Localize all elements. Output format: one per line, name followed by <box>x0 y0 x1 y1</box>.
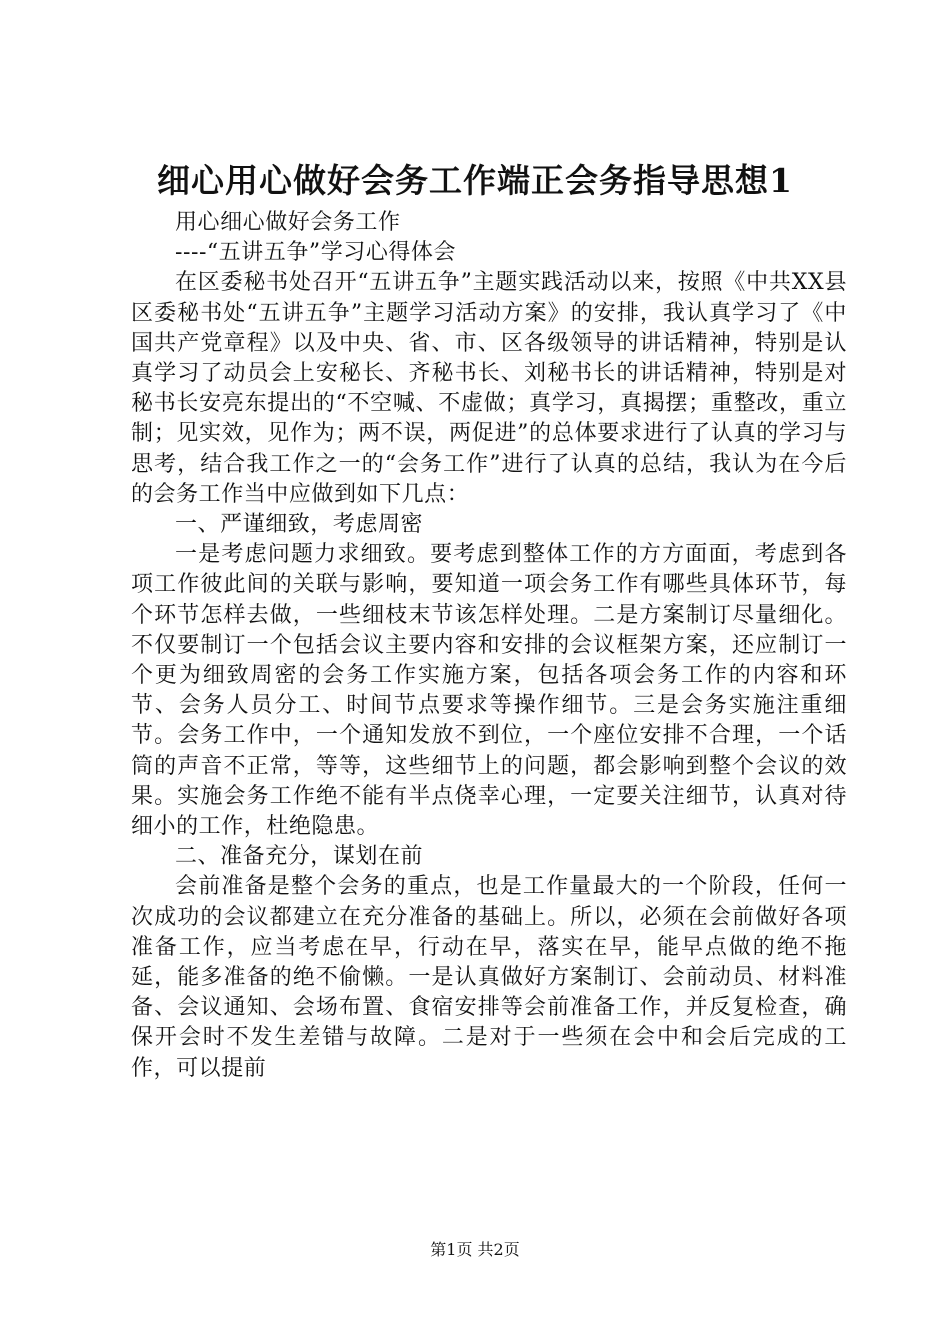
body-paragraph-section-1: 一是考虑问题力求细致。要考虑到整体工作的方方面面，考虑到各项工作彼此间的关联与影响，要知道一项会务工作有哪些具体环节，每个环节怎样去做，一些细枝末节该怎样处理。二是方案制订尽量细化。不仅要制订一个包括会议主要内容和安排的会议框架方案，还应制订一个更为细致周密的会务工作实施方案，包括各项会务工作的内容和环节、会务人员分工、时间节点要求等操作细节。三是会务实施注重细节。会务工作中，一个通知发放不到位，一个座位安排不合理，一个话筒的声音不正常，等等，这些细节上的问题，都会影响到整个会议的效果。实施会务工作绝不能有半点侥幸心理，一定要关注细节，认真对待细小的工作，杜绝隐患。 <box>131 542 847 840</box>
subtitle-line: 用心细心做好会务工作 <box>175 210 401 235</box>
document-title: 细心用心做好会务工作端正会务指导思想1 <box>157 161 793 200</box>
section-heading-1: 一、严谨细致，考虑周密 <box>175 512 424 538</box>
section-heading-2: 二、准备充分，谋划在前 <box>175 844 424 870</box>
page-footer: 第1页 共2页 <box>430 1240 520 1259</box>
body-paragraph-intro: 在区委秘书处召开“五讲五争”主题实践活动以来，按照《中共XX县区委秘书处“五讲五争”主题学习活动方案》的安排，我认真学习了《中国共产党章程》以及中央、省、市、区各级领导的讲话精神，特别是认真学习了动员会上安秘长、齐秘书长、刘秘书长的讲话精神，特别是对秘书长安亮东提出的“不空喊、不虚做；真学习，真揭摆；重整改，重立制；见实效，见作为；两不误，两促进”的总体要求进行了认真的学习与思考，结合我工作之一的“会务工作”进行了认真的总结，我认为在今后的会务工作当中应做到如下几点： <box>131 270 847 507</box>
document-body <box>131 208 847 1084</box>
body-paragraph-section-2: 会前准备是整个会务的重点，也是工作量最大的一个阶段，任何一次成功的会议都建立在充分准备的基础上。所以，必须在会前做好各项准备工作，应当考虑在早，行动在早，落实在早，能早点做的绝不拖延，能多准备的绝不偷懒。一是认真做好方案制订、会前动员、材料准备、会议通知、会场布置、食宿安排等会前准备工作，并反复检查，确保开会时不发生差错与故障。二是对于一些须在会中和会后完成的工作，可以提前 <box>131 874 847 1081</box>
subtitle-subheading: ----“五讲五争”学习心得体会 <box>175 240 457 266</box>
